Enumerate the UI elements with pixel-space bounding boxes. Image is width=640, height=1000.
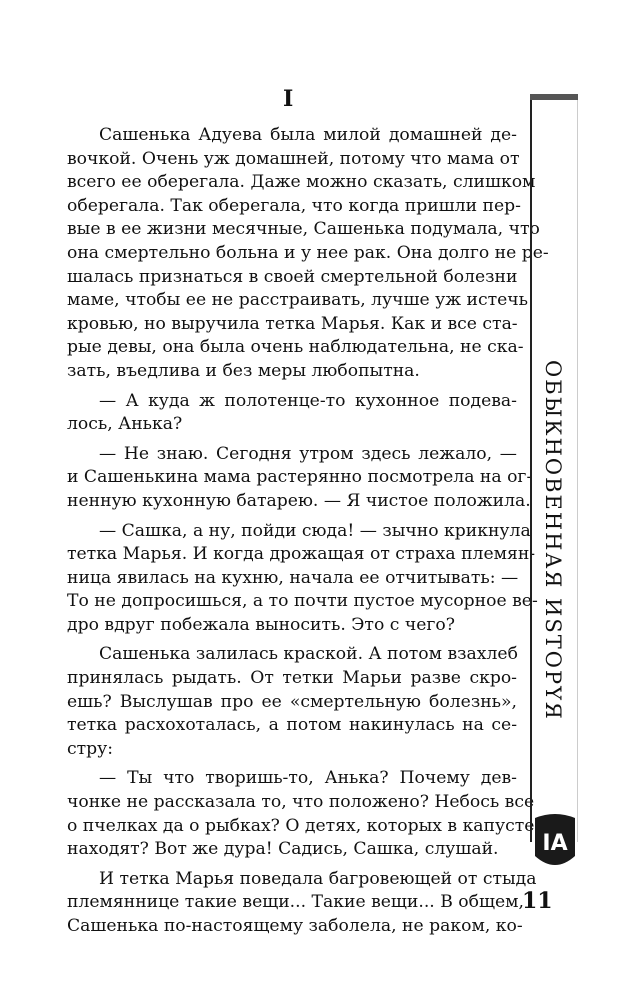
text-line: принялась рыдать. От тетки Марьи разве скро- [67,668,517,689]
text-line: лось, Анька? [67,414,183,435]
text-line: И тетка Марья поведала багровеющей от стыда [99,868,537,889]
text-line: кровью, но выручила тетка Марья. Как и все ста- [67,313,518,334]
text-line: — Ты что творишь-то, Анька? Почему дев- [99,768,517,789]
rail-cap [530,94,578,100]
text-line: Сашенька Адуева была милой домашней де- [99,125,517,145]
text-line: зать, въедлива и без меры любопытна. [67,360,420,381]
text-line: вые в ее жизни месячные, Сашенька подумала, что [67,219,540,240]
text-line: — Не знаю. Сегодня утром здесь лежало, — [99,443,517,464]
text-line: Сашенька по-настоящему заболела, не раком, ко- [67,916,523,936]
text-line: ница явилась на кухню, начала ее отчитывать: — [67,567,519,588]
text-line: маме, чтобы ее не расстраивать, лучше уж истечь [67,290,528,311]
text-line: стру: [67,738,114,759]
logo-text: IA [542,831,568,856]
publisher-logo-icon [531,812,579,874]
text-line: ненную кухонную батарею. — Я чистое положила. [67,490,531,511]
text-line: о пчелках да о рыбках? О детях, которых в капусте [67,815,535,836]
paragraph [67,520,538,638]
paragraph [67,643,517,761]
paragraph [67,767,535,861]
text-line: дро вдруг побежала выносить. Это с чего? [67,614,455,635]
text-line: оберегала. Так оберегала, что когда пришли пер- [67,195,521,216]
paragraph [67,390,517,437]
text-line: она смертельно больна и у нее рак. Она долго не ре- [67,242,549,263]
text-line: чонке не рассказала то, что положено? Небось все [67,792,535,813]
paragraph [67,443,533,514]
running-title: ОБЫКНОВЕННАЯ ИSТОРYЯ [541,360,565,721]
text-line: шалась признаться в своей смертельной болезни [67,266,518,287]
text-line: тетка Марья. И когда дрожащая от страха племян- [67,544,536,565]
text-line: племяннице такие вещи... Такие вещи... В общем, [67,892,524,913]
text-line: тетка расхохоталась, а потом накинулась на се- [67,715,517,736]
text-line: рые девы, она была очень наблюдательна, не ска- [67,337,524,358]
text-line: вочкой. Очень уж домашней, потому что мама от [67,148,520,169]
text-line: То не допросишься, а то почти пустое мусорное ве- [67,591,538,612]
text-line: находят? Вот же дура! Садись, Сашка, слушай. [67,839,499,860]
text-line: ешь? Выслушав про ее «смертельную болезнь», [67,691,517,712]
text-line: — Сашка, а ну, пойди сюда! — зычно крикнула [99,520,531,541]
text-line: — А куда ж полотенце-то кухонное подева- [99,390,517,411]
chapter-number: I [283,86,295,112]
paragraph [67,868,537,939]
publisher-logo [531,812,579,874]
paragraph [67,124,549,384]
text-line: всего ее оберегала. Даже можно сказать, слишком [67,172,536,193]
page-number: 11 [522,888,553,914]
text-line: и Сашенькина мама растерянно посмотрела на ог- [67,467,533,488]
text-line: Сашенька залилась краской. А потом взахлеб [99,644,518,665]
